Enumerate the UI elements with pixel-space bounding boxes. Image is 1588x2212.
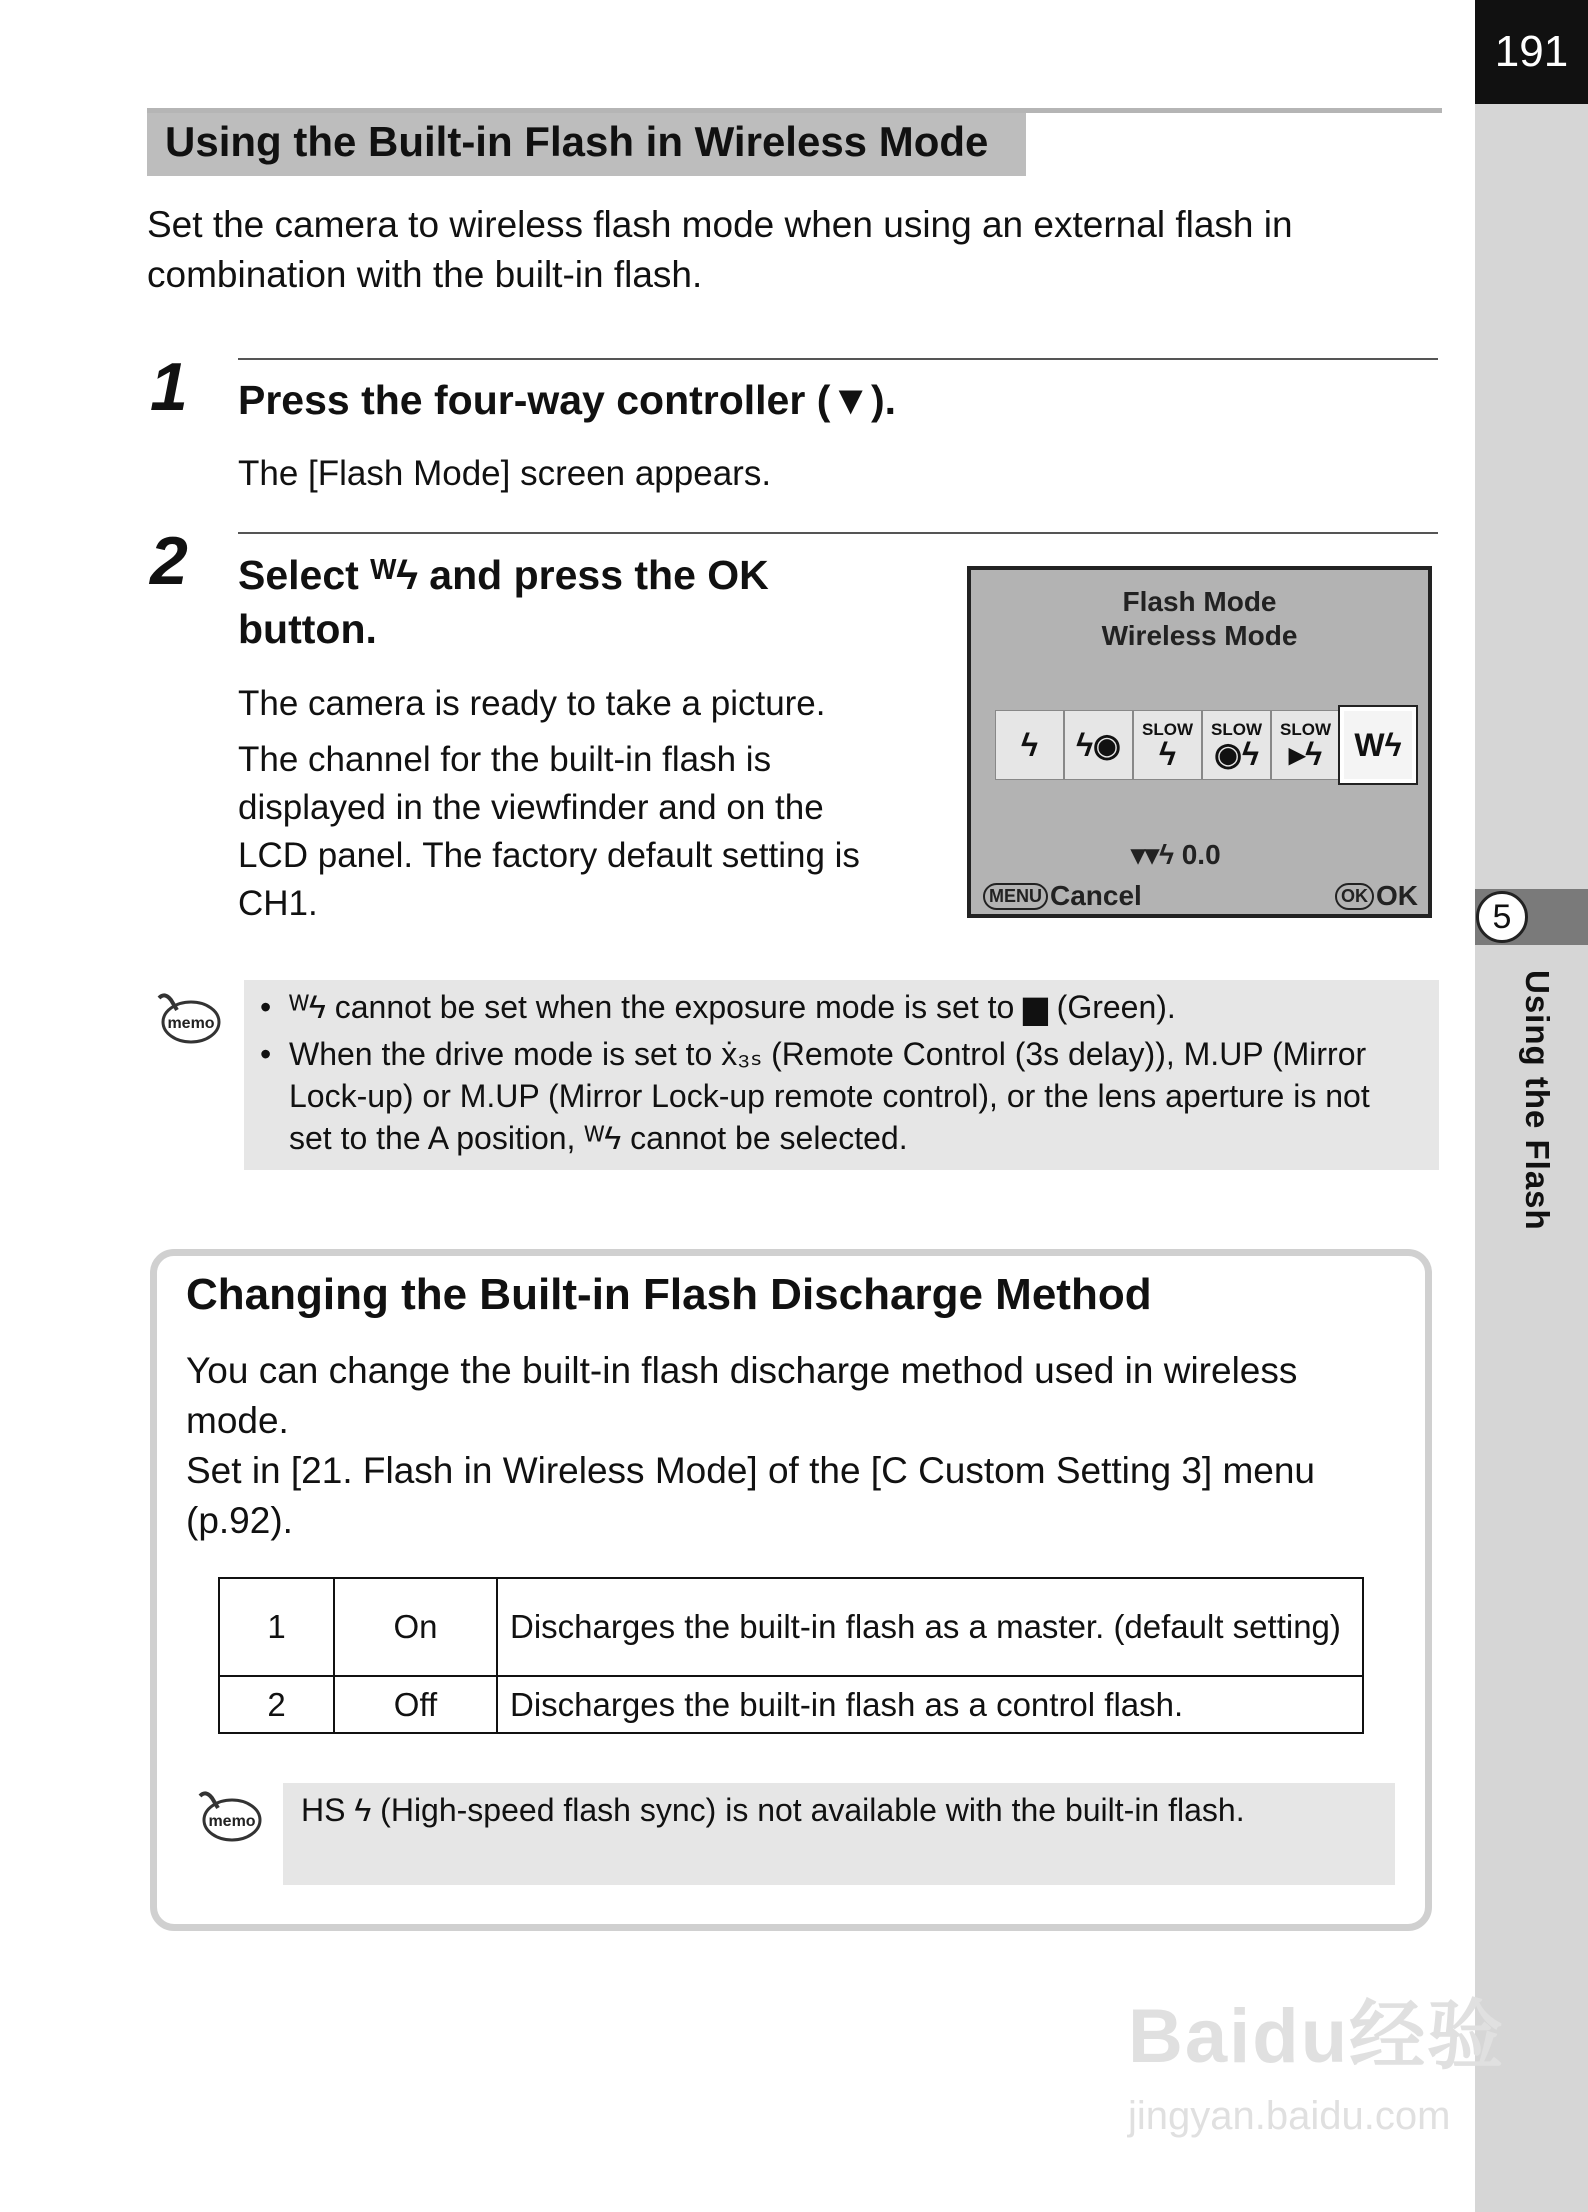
memo-1-item-2-line-1: When the drive mode is set to ẋ₃ₛ (Remote Control (3s delay)), M.UP (Mirror — [289, 1036, 1367, 1072]
flash-red-eye-icon[interactable]: ϟ◉ — [1064, 710, 1133, 780]
memo-icon — [153, 990, 221, 1046]
table-cell-number: 1 — [219, 1578, 334, 1676]
flash-compensation: ▾▾ϟ 0.0 — [1131, 839, 1221, 870]
step-2-number: 2 — [150, 523, 188, 599]
wireless-flash-icon[interactable]: Wϟ — [1340, 707, 1416, 783]
flash-compensation-icon: ▾▾ϟ — [1131, 839, 1174, 870]
memo-icon — [194, 1788, 262, 1844]
page-number: 191 — [1475, 0, 1588, 104]
flash-mode-icon-row — [995, 710, 1416, 783]
step-2-text-line-3: displayed in the viewfinder and on the — [238, 788, 824, 827]
menu-button-icon: MENU — [983, 883, 1048, 910]
step-1-text: The [Flash Mode] screen appears. — [238, 454, 772, 493]
box-paragraph-1-line-1: You can change the built-in flash discharge method used in wireless — [186, 1350, 1298, 1391]
table-cell-number: 2 — [219, 1676, 334, 1733]
step-2-text-line-2: The channel for the built-in flash is — [238, 740, 772, 779]
watermark-url: jingyan.baidu.com — [1128, 2094, 1451, 2138]
step-2-title-line-2: button. — [238, 606, 377, 652]
flash-mode-lcd-screen — [967, 566, 1432, 918]
step-2-title-line-1: Select ᵂϟ and press the OK — [238, 552, 769, 598]
memo-2-text: HS ϟ (High-speed flash sync) is not available with the built-in flash. — [301, 1792, 1245, 1828]
table-cell-description: Discharges the built-in flash as a control flash. — [497, 1676, 1363, 1733]
flash-on-icon[interactable]: ϟ — [995, 710, 1064, 780]
discharge-options-table — [218, 1577, 1364, 1734]
memo-1-item-2-line-2: Lock-up) or M.UP (Mirror Lock-up remote control), or the lens aperture is not — [289, 1078, 1370, 1114]
intro-paragraph: Set the camera to wireless flash mode when using an external flash in combination with the built-in flash. — [147, 204, 1293, 295]
step-2-text-line-4: LCD panel. The factory default setting is — [238, 836, 860, 875]
watermark-brand: Baidu经验 — [1128, 1994, 1506, 2079]
lcd-ok-button[interactable]: OK OK — [1335, 880, 1418, 912]
table-row — [219, 1578, 1363, 1676]
svg-text:memo: memo — [208, 1813, 256, 1830]
section-title: Using the Built-in Flash in Wireless Mode — [147, 113, 1026, 176]
chapter-number: 5 — [1476, 891, 1528, 943]
step-2-text-line-5: CH1. — [238, 884, 318, 923]
step-1-rule — [238, 358, 1438, 360]
memo-bullet-1: • — [260, 989, 272, 1025]
table-cell-option: On — [334, 1578, 497, 1676]
ok-button-icon: OK — [1335, 883, 1374, 910]
slow-sync-red-eye-icon[interactable]: SLOW ◉ϟ — [1202, 710, 1271, 780]
box-paragraph-1-line-2: mode. — [186, 1400, 289, 1441]
box-title: Changing the Built-in Flash Discharge Method — [186, 1270, 1152, 1319]
step-2-text-line-1: The camera is ready to take a picture. — [238, 684, 826, 723]
memo-bullet-2: • — [260, 1036, 272, 1072]
slow-sync-icon[interactable]: SLOW ϟ — [1133, 710, 1202, 780]
step-1-number: 1 — [150, 349, 188, 425]
table-row — [219, 1676, 1363, 1733]
step-1-title: Press the four-way controller (▼). — [238, 377, 896, 423]
lcd-subtitle: Wireless Mode — [1101, 620, 1298, 651]
chapter-title: Using the Flash — [1519, 970, 1556, 1231]
svg-text:memo: memo — [167, 1015, 215, 1032]
memo-1-item-2-line-3: set to the A position, ᵂϟ cannot be selected. — [289, 1120, 908, 1156]
lcd-title: Flash Mode — [1122, 586, 1277, 617]
lcd-cancel-button[interactable]: MENU Cancel — [983, 880, 1142, 912]
box-paragraph-2-line-1: Set in [21. Flash in Wireless Mode] of the [C Custom Setting 3] menu — [186, 1450, 1316, 1491]
trailing-curtain-sync-icon[interactable]: SLOW ▸ϟ — [1271, 710, 1340, 780]
memo-1-item-1: ᵂϟ cannot be set when the exposure mode is set to ▆ (Green). — [289, 989, 1176, 1025]
box-paragraph-2-line-2: (p.92). — [186, 1500, 293, 1541]
step-2-rule — [238, 532, 1438, 534]
table-cell-description: Discharges the built-in flash as a master. (default setting) — [497, 1578, 1363, 1676]
table-cell-option: Off — [334, 1676, 497, 1733]
